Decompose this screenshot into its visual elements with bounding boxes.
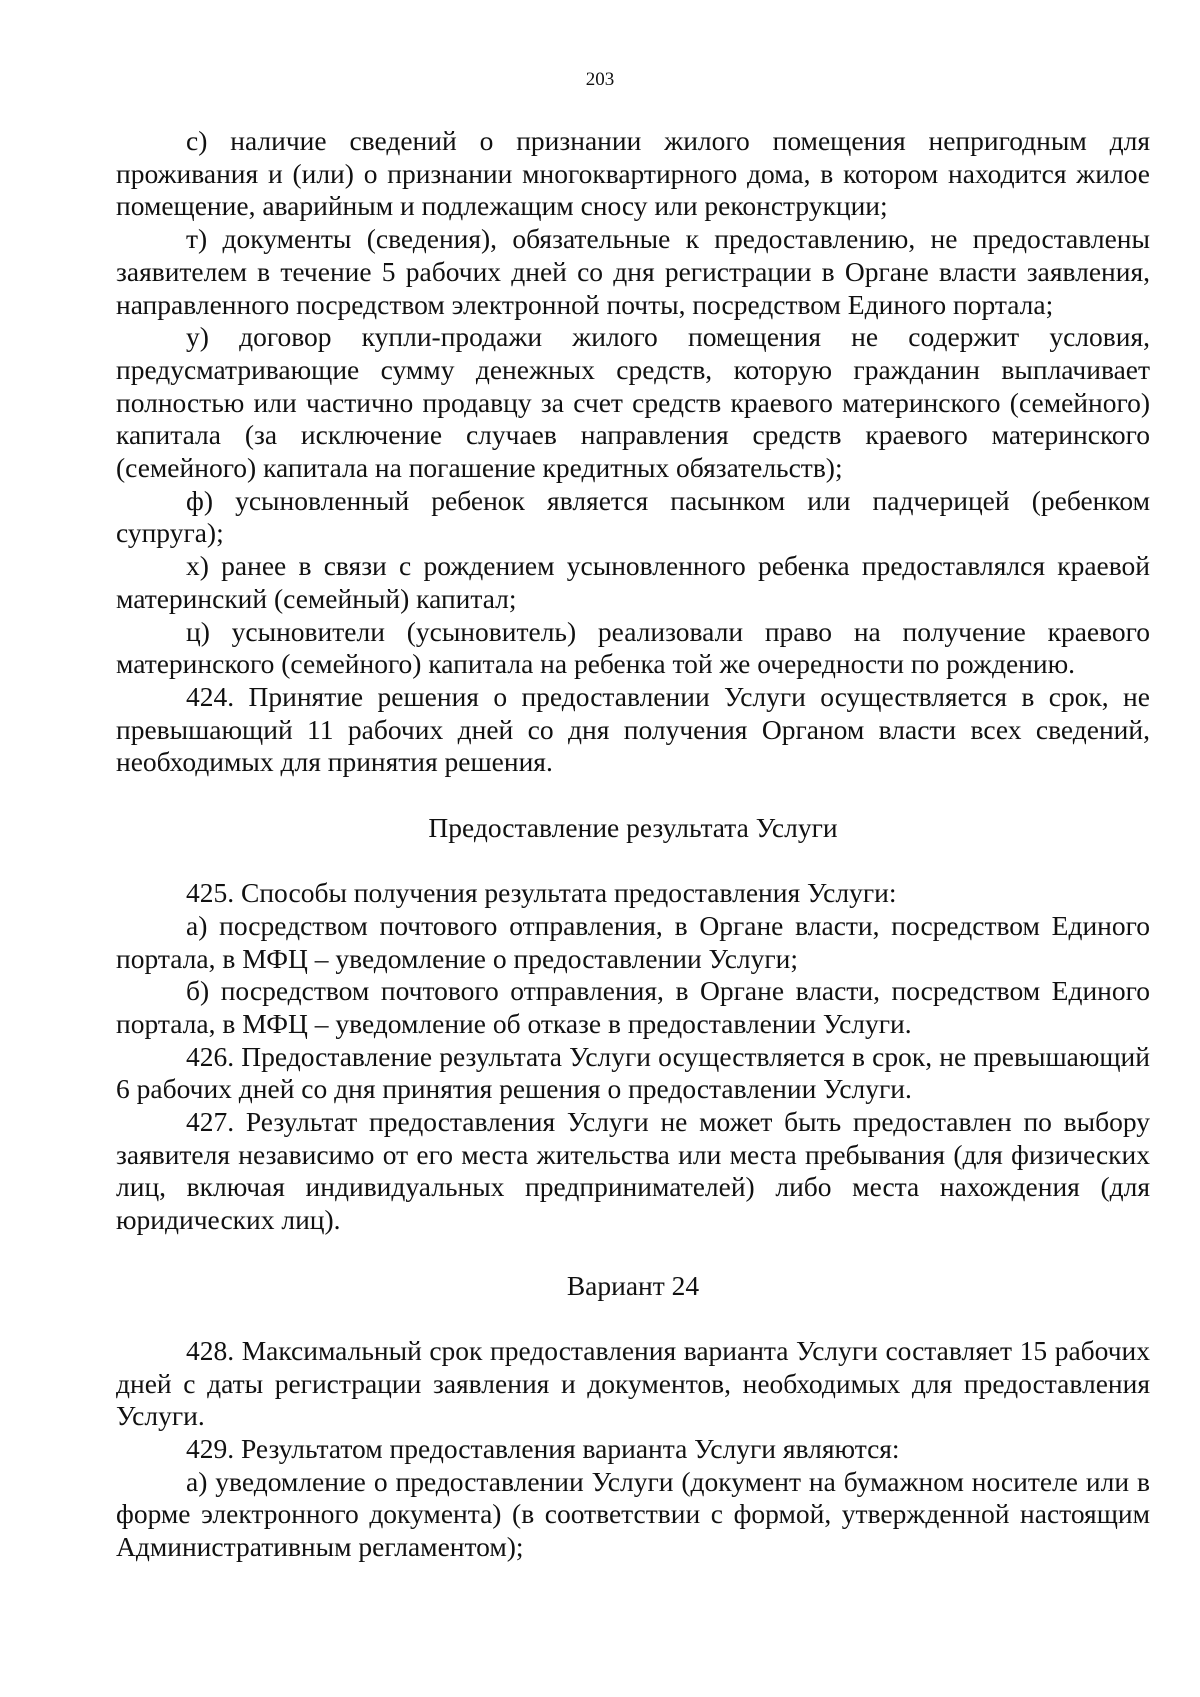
paragraph-429: 429. Результатом предоставления варианта Услуги являются: — [186, 1433, 900, 1465]
paragraph-425: 425. Способы получения результата предоставления Услуги: — [186, 877, 897, 909]
paragraph-425-a: а) посредством почтового отправления, в Органе власти, посредством Единого портала, в МФЦ – уведомление о предоставлении Услуги; — [116, 909, 1150, 974]
paragraph-item-ts: ц) усыновители (усыновитель) реализовали право на получение краевого материнского (семейного) капитала на ребенка той же очередности по рождению. — [116, 615, 1150, 680]
paragraph-item-f: ф) усыновленный ребенок является пасынком или падчерицей (ребенком супруга); — [116, 484, 1150, 549]
paragraph-429-a: а) уведомление о предоставлении Услуги (документ на бумажном носителе или в форме электронного документа) (в соответствии с формой, утвержденной настоящим Административным регламентом); — [116, 1465, 1150, 1563]
paragraph-item-t: т) документы (сведения), обязательные к предоставлению, не предоставлены заявителем в течение 5 рабочих дней со дня регистрации в Органе власти заявления, направленного посредством электронной почты, посредством Единого портала; — [116, 223, 1150, 320]
page-number: 203 — [585, 69, 615, 90]
paragraph-item-u: у) договор купли-продажи жилого помещения не содержит условия, предусматривающие сумму денежных средств, которую гражданин выплачивает полностью или частично продавцу за счет средств краевого материнского (семейного) капитала (за исключение случаев направления средств краевого материнского (семейного) капитала на погашение кредитных обязательств); — [116, 321, 1150, 484]
paragraph-425-b: б) посредством почтового отправления, в Органе власти, посредством Единого портала, в МФЦ – уведомление об отказе в предоставлении Услуги. — [116, 975, 1150, 1039]
paragraph-427: 427. Результат предоставления Услуги не может быть предоставлен по выбору заявителя независимо от его места жительства или места пребывания (для физических лиц, включая индивидуальных предпринимателей) либо места нахождения (для юридических лиц). — [116, 1106, 1150, 1236]
paragraph-item-kh: х) ранее в связи с рождением усыновленного ребенка предоставлялся краевой материнский (семейный) капитал; — [116, 550, 1150, 614]
paragraph-428: 428. Максимальный срок предоставления варианта Услуги составляет 15 рабочих дней с даты регистрации заявления и документов, необходимых для предоставления Услуги. — [116, 1334, 1150, 1432]
paragraph-424: 424. Принятие решения о предоставлении Услуги осуществляется в срок, не превышающий 11 рабочих дней со дня получения Органом власти всех сведений, необходимых для принятия решения. — [116, 680, 1150, 778]
paragraph-426: 426. Предоставление результата Услуги осуществляется в срок, не превышающий 6 рабочих дней со дня принятия решения о предоставлении Услуги. — [116, 1040, 1150, 1105]
document-body — [116, 125, 1150, 1564]
paragraph-item-s: с) наличие сведений о признании жилого помещения непригодным для проживания и (или) о признании многоквартирного дома, в котором находится жилое помещение, аварийным и подлежащим сносу или реконструкции; — [116, 125, 1150, 222]
section-heading-variant: Вариант 24 — [566, 1269, 700, 1301]
section-heading-result: Предоставление результата Услуги — [428, 811, 838, 843]
